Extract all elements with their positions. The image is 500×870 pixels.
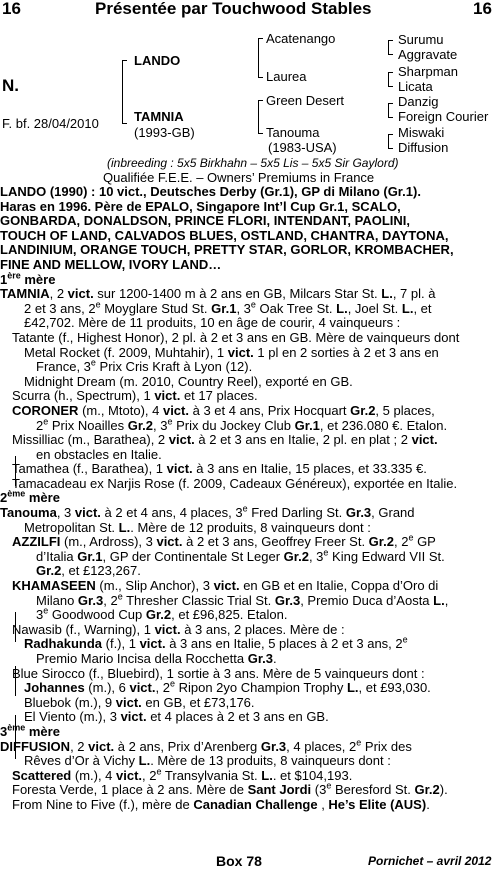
granddam-1: Laurea [266, 69, 307, 84]
ggs-4: Licata [398, 79, 433, 94]
text-line: AZZILFI (m., Ardross), 3 vict. à 2 et 3 ans, Geoffrey Freer St. Gr.2, 2e GP [12, 532, 436, 550]
sire-name: LANDO [134, 53, 181, 68]
ggs-7: Miswaki [398, 125, 445, 140]
text-line: Radhakunda (f.), 1 vict. à 3 ans en Italie, 5 places à 2 et 3 ans, 2e [24, 635, 408, 652]
text-line: GONBARDA, DONALDSON, PRINCE FLORI, INTENDANT, PAOLINI, [0, 213, 410, 229]
text-line: DIFFUSION, 2 vict. à 2 ans, Prix d’Arenberg Gr.3, 4 places, 2e Prix des [0, 737, 412, 754]
catalogue-body [0, 185, 500, 813]
text-line: Metropolitan St. L.. Mère de 12 produits, 8 vainqueurs dont : [24, 519, 371, 535]
text-line: Rêves d’Or à Vichy L.. Mère de 13 produits, 8 vainqueurs dont : [24, 753, 391, 769]
ggs-3: Sharpman [398, 64, 458, 79]
dam-name: TAMNIA [134, 109, 184, 124]
text-line: From Nine to Five (f.), mère de Canadian Challenge , He’s Elite (AUS). [12, 796, 430, 812]
page-number-right: 16 [473, 0, 492, 18]
text-line: d’Italia Gr.1, GP der Continentale St Leger Gr.2, 3e King Edward VII St. [36, 547, 445, 564]
pedigree-bracket-main [122, 60, 127, 124]
ggs-1: Surumu [398, 32, 444, 47]
footer-box: Box 78 [216, 853, 262, 869]
bracket-ggs-2 [388, 72, 393, 87]
text-line: 2 et 3 ans, 2e Moyglare Stud St. Gr.1, 3e Oak Tree St. L., Joel St. L., et [24, 299, 432, 316]
footer-place: Pornichet – avril 2012 [368, 854, 492, 868]
page-title: Présentée par Touchwood Stables [95, 0, 372, 18]
text-line: en obstacles en Italie. [36, 446, 162, 462]
horse-name: N. [2, 76, 19, 95]
grandsire-2: Green Desert [266, 93, 345, 108]
text-line: CORONER (m., Mtoto), 4 vict. à 3 et 4 ans, Prix Hocquart Gr.2, 5 places, [12, 402, 435, 418]
pedigree-bracket-sire [258, 38, 263, 78]
text-line: 3ème mère [0, 722, 60, 739]
text-line: TOUCH OF LAND, CALVADOS BLUES, OSTLAND, CHANTRA, DAYTONA, [0, 227, 449, 243]
progeny-bar-4 [15, 715, 16, 759]
text-line: Midnight Dream (m. 2010, Country Reel), exporté en GB. [24, 373, 353, 389]
ggs-2: Aggravate [398, 47, 458, 62]
text-line: 2e Prix Noailles Gr.2, 3e Prix du Jockey Club Gr.1, et 236.080 €. Etalon. [36, 416, 448, 433]
text-line: Scurra (h., Spectrum), 1 vict. et 17 places. [12, 388, 258, 404]
text-line: 3e Goodwood Cup Gr.2, et £96,825. Etalon. [36, 605, 288, 623]
ggs-8: Diffusion [398, 140, 449, 155]
pedigree-bracket-dam [258, 100, 263, 134]
ggs-6: Foreign Courier [398, 109, 489, 124]
text-line: Milano Gr.3, 2e Thresher Classic Trial St. Gr.3, Premio Duca d’Aosta L., [36, 591, 449, 608]
progeny-bar-3 [15, 666, 16, 696]
granddam-2: Tanouma [266, 125, 320, 140]
text-line: Missilliac (m., Barathea), 2 vict. à 2 et 3 ans en Italie, 2 pl. en plat ; 2 vict. [12, 432, 438, 448]
bracket-ggs-4 [388, 134, 393, 149]
text-line: El Viento (m.), 3 vict. et 4 places à 2 et 3 ans en GB. [24, 709, 329, 725]
text-line: Nawasib (f., Warning), 1 vict. à 3 ans, 2 places. Mère de : [12, 621, 345, 637]
text-line: Tanouma, 3 vict. à 2 et 4 ans, 4 places, 3e Fred Darling St. Gr.3, Grand [0, 503, 415, 521]
ggs-5: Danzig [398, 94, 439, 109]
text-line: Tamacadeau ex Narjis Rose (f. 2009, Cadeaux Généreux), exportée en Italie. [12, 475, 458, 491]
text-line: £42,702. Mère de 11 produits, 10 en âge de courir, 4 vainqueurs : [24, 315, 401, 331]
text-line: Blue Sirocco (f., Bluebird), 1 sortie à 3 ans. Mère de 5 vainqueurs dont : [12, 665, 425, 681]
text-line: Tamathea (f., Barathea), 1 vict. à 3 ans en Italie, 15 places, et 33.335 €. [12, 461, 427, 477]
text-line: Tatante (f., Highest Honor), 2 pl. à 2 et 3 ans en GB. Mère de vainqueurs dont [12, 329, 460, 345]
text-line: Johannes (m.), 6 vict., 2e Ripon 2yo Champion Trophy L., et £93,030. [24, 678, 431, 696]
bracket-ggs-1 [388, 40, 393, 55]
text-line: Premio Mario Incisa della Rocchetta Gr.3. [36, 651, 277, 666]
qualification-note: Qualifiée F.E.E. – Owners’ Premiums in France [103, 170, 375, 185]
page-number-left: 16 [2, 0, 21, 18]
text-line: KHAMASEEN (m., Slip Anchor), 3 vict. en GB et en Italie, Coppa d’Oro di [12, 578, 439, 594]
inbreeding-note: (inbreeding : 5x5 Birkhahn – 5x5 Lis – 5x5 Sir Gaylord) [107, 156, 399, 170]
bracket-ggs-3 [388, 103, 393, 118]
text-line: LANDINIUM, ORANGE TOUCH, PRETTY STAR, GORLOR, KROMBACHER, [0, 242, 454, 258]
horse-birth: F. bf. 28/04/2010 [2, 116, 99, 131]
progeny-bar-1 [15, 456, 16, 486]
text-line: 1ère mère [0, 270, 56, 287]
grandsire-1: Acatenango [266, 31, 336, 46]
text-line: Gr.2, et £123,267. [36, 563, 141, 579]
text-line: Foresta Verde, 1 place à 2 ans. Mère de Sant Jordi (3e Beresford St. Gr.2). [12, 781, 448, 798]
dam-year: (1993-GB) [134, 125, 195, 140]
text-line: Metal Rocket (f. 2009, Muhtahir), 1 vict. 1 pl en 2 sorties à 2 et 3 ans en [24, 344, 439, 360]
text-line: 2ème mère [0, 489, 60, 506]
text-line: Haras en 1996. Père de EPALO, Singapore Int’l Cup Gr.1, SCALO, [0, 198, 401, 214]
text-line: TAMNIA, 2 vict. sur 1200-1400 m à 2 ans en GB, Milcars Star St. L., 7 pl. à [0, 286, 436, 302]
text-line: Bluebok (m.), 9 vict. en GB, et £73,176. [24, 694, 255, 710]
text-line: LANDO (1990) : 10 vict., Deutsches Derby (Gr.1), GP di Milano (Gr.1). [0, 184, 421, 199]
text-line: France, 3e Prix Cris Kraft à Lyon (12). [36, 357, 253, 375]
text-line: FINE AND MELLOW, IVORY LAND… [0, 256, 222, 272]
text-line: Scattered (m.), 4 vict., 2e Transylvania St. L.. et $104,193. [12, 766, 353, 783]
progeny-bar-2 [15, 612, 16, 642]
granddam-2-year: (1983-USA) [268, 140, 337, 155]
